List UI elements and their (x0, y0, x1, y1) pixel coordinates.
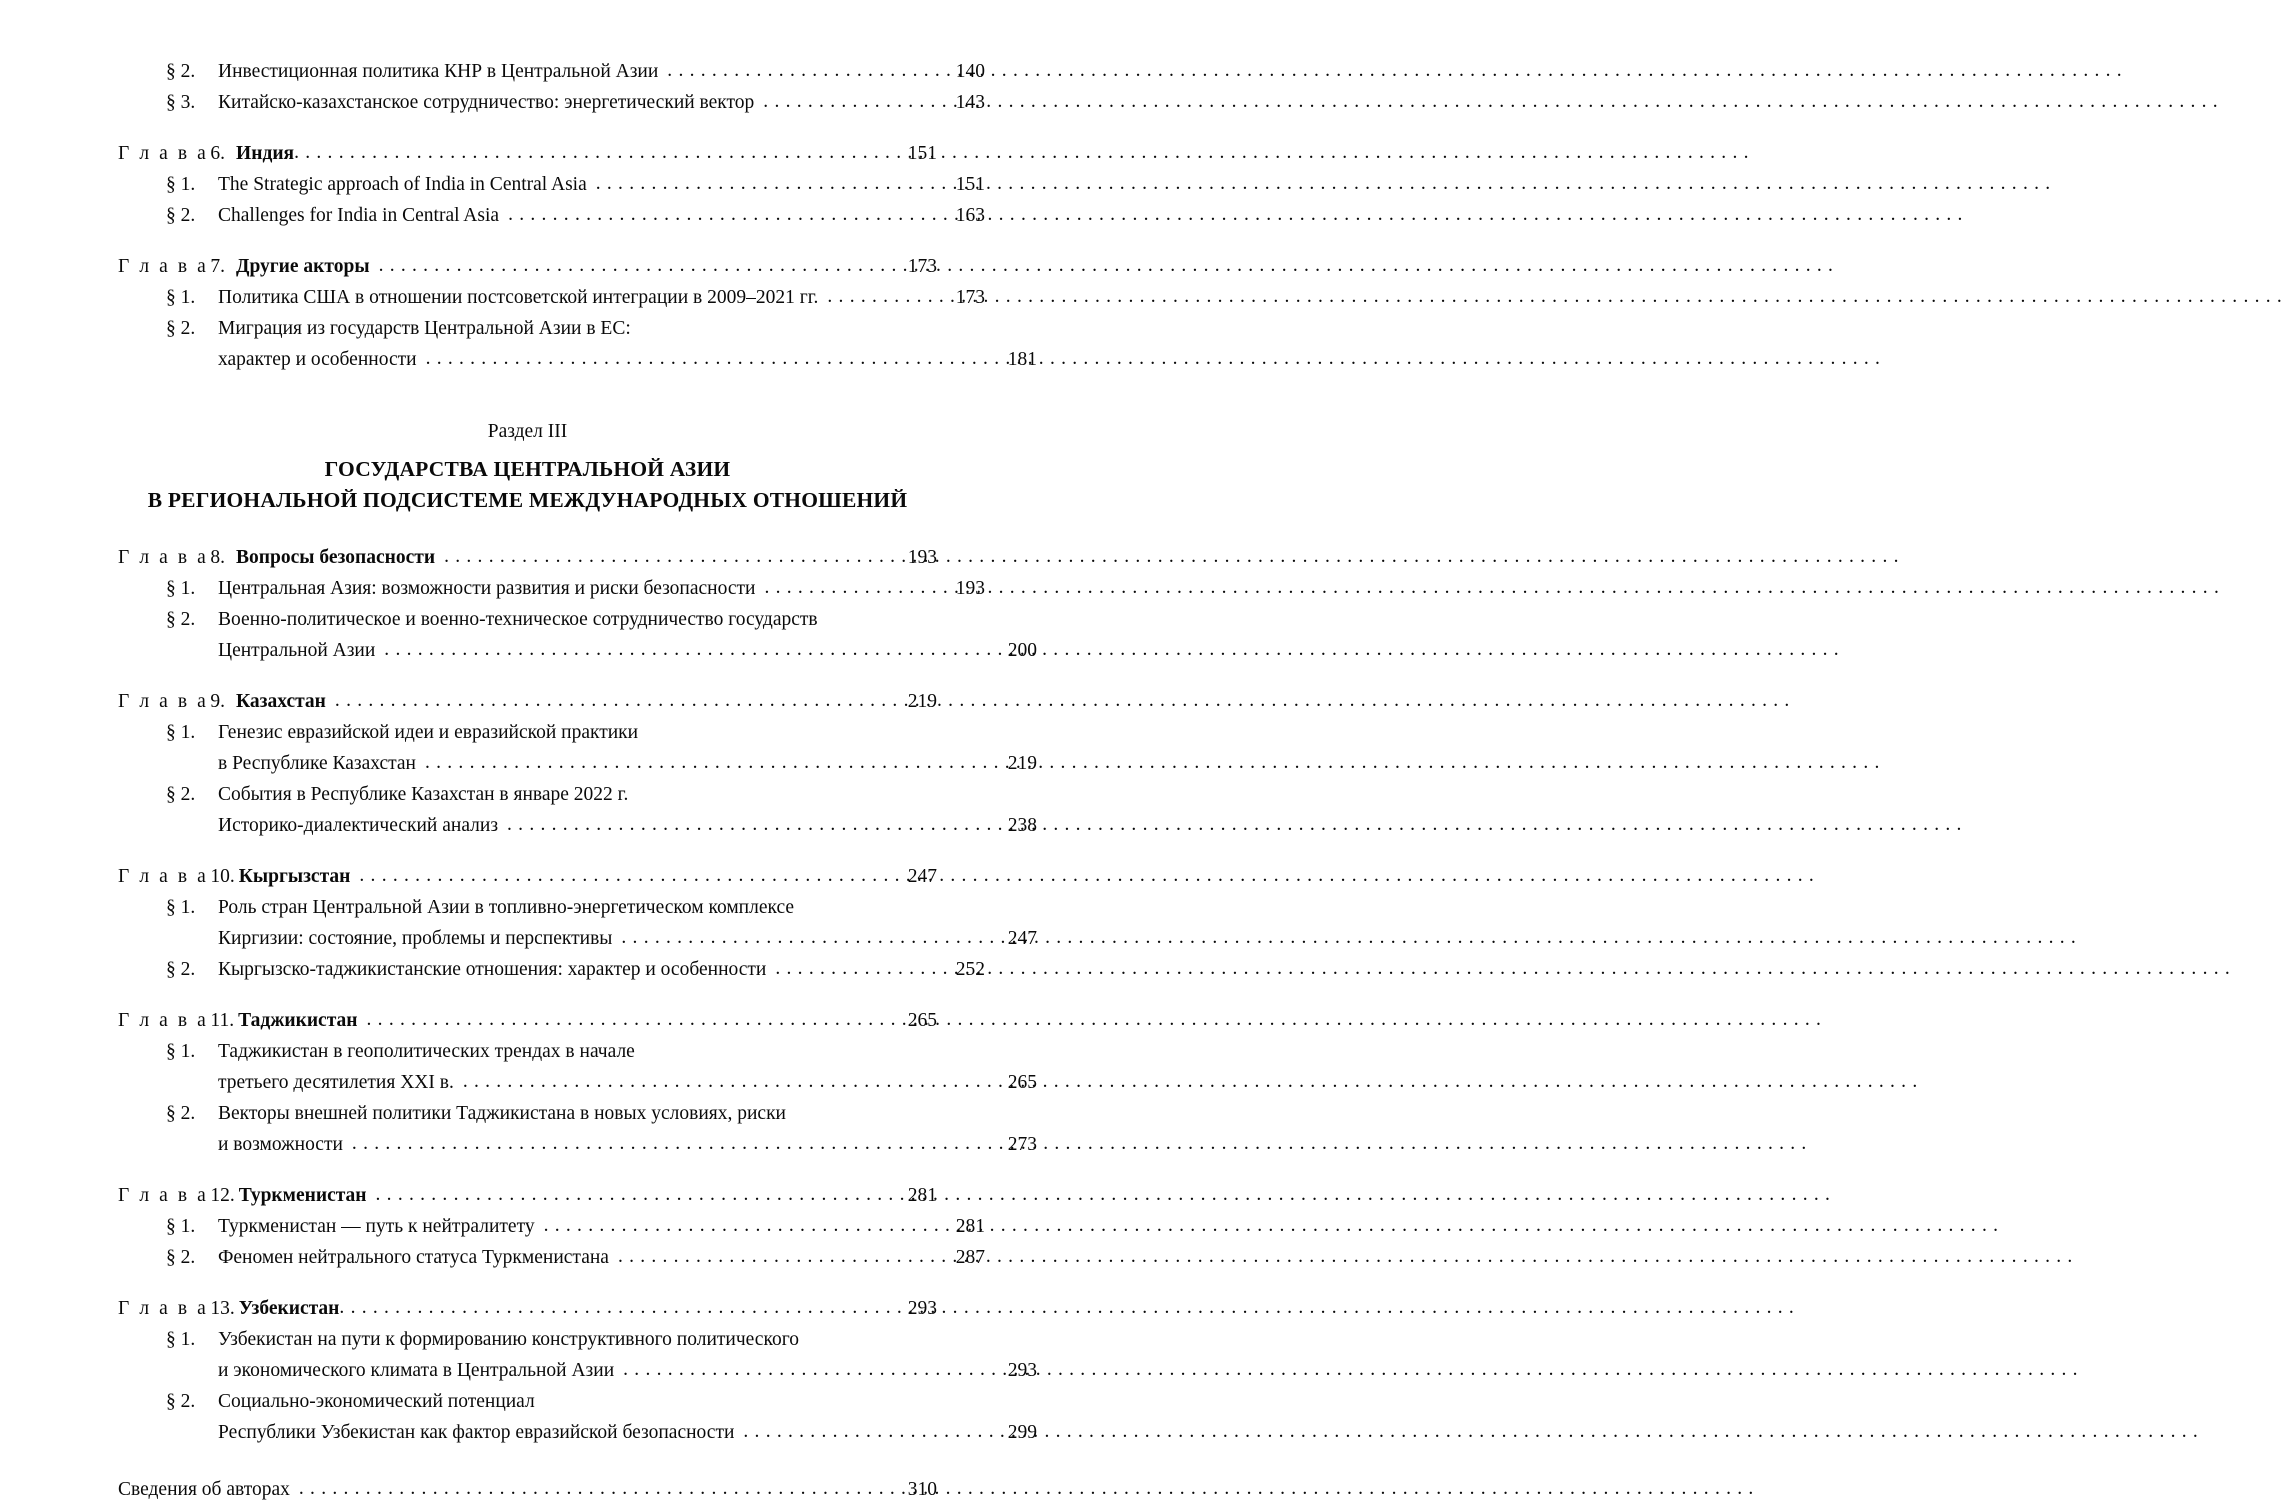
toc-entry-section-continuation[interactable] (118, 1417, 1037, 1448)
page-number: 287 (955, 1247, 985, 1268)
leader-dots (637, 780, 978, 800)
section-title: Кыргызско-таджикистанские отношения: характер и особенности (218, 959, 767, 980)
section-number: § 3. (166, 92, 196, 113)
leader-dots (623, 1360, 992, 1380)
toc-entry-section[interactable] (118, 892, 985, 923)
toc-entry-chapter-13[interactable] (118, 1293, 937, 1324)
page-number: 273 (1007, 1134, 1037, 1155)
page-number: 163 (955, 205, 985, 226)
page-number: 265 (1007, 1072, 1037, 1093)
section-title: Миграция из государств Центральной Азии в ЕС: (218, 318, 631, 339)
page-number: 293 (1007, 1360, 1037, 1381)
part-title (118, 454, 937, 516)
leader-dots (621, 928, 992, 948)
page-number: 173 (955, 287, 985, 308)
section-number: § 1. (166, 287, 196, 308)
chapter-number: 11. (210, 1010, 235, 1031)
chapter-word: Г л а в а (118, 1185, 209, 1206)
leader-dots (508, 205, 940, 225)
chapter-title: Туркменистан (238, 1185, 367, 1206)
leader-dots (596, 174, 940, 194)
chapter-title: Узбекистан (238, 1298, 340, 1319)
toc-entry-section-continuation[interactable] (118, 1355, 1037, 1386)
page-number: 219 (907, 691, 937, 712)
leader-dots (507, 815, 992, 835)
page-number: 281 (907, 1185, 937, 1206)
page-number: 151 (955, 174, 985, 195)
page-number: 219 (1007, 753, 1037, 774)
toc-entry-chapter-9[interactable] (118, 686, 937, 717)
section-title: Туркменистан — путь к нейтралитету (218, 1216, 535, 1237)
toc-entry-section-continuation[interactable] (118, 635, 1037, 666)
toc-entry-section-continuation[interactable] (118, 748, 1037, 779)
section-number: § 2. (166, 1103, 196, 1124)
section-title: Социально-экономический потенциал (218, 1391, 535, 1412)
toc-entry-chapter-11[interactable] (118, 1005, 937, 1036)
section-title: Challenges for India in Central Asia (218, 205, 500, 226)
toc-entry-section-continuation[interactable] (118, 1129, 1037, 1160)
leader-dots (763, 92, 940, 112)
section-title: Феномен нейтрального статуса Туркменистана (218, 1247, 609, 1268)
backmatter-title: Сведения об авторах (118, 1479, 290, 1500)
leader-dots (544, 1216, 940, 1236)
page-number: 140 (955, 61, 985, 82)
section-title: The Strategic approach of India in Central Asia (218, 174, 587, 195)
toc-group-chapter-12 (118, 1180, 985, 1273)
section-number: § 2. (166, 1247, 196, 1268)
leader-dots (618, 1247, 940, 1267)
section-title: События в Республике Казахстан в январе 2022 г. (218, 784, 629, 805)
section-number: § 2. (166, 784, 196, 805)
section-number: § 1. (166, 174, 196, 195)
leader-dots (425, 753, 992, 773)
page-number: 238 (1007, 815, 1037, 836)
leader-dots (426, 349, 992, 369)
chapter-title: Кыргызстан (238, 866, 351, 887)
leader-dots (384, 640, 992, 660)
toc-entry-chapter-10[interactable] (118, 861, 937, 892)
section-title: Роль стран Центральной Азии в топливно-энергетическом комплексе (218, 897, 795, 918)
toc-page (0, 0, 1037, 1500)
page-number: 310 (907, 1479, 937, 1500)
chapter-word: Г л а в а (118, 547, 209, 568)
section-number: § 2. (166, 609, 196, 630)
toc-entry-section[interactable] (118, 573, 985, 604)
toc-entry-section[interactable] (118, 779, 985, 810)
chapter-number: 12. (210, 1185, 235, 1206)
toc-group-chapter-10 (118, 861, 1037, 985)
page-number: 193 (907, 547, 937, 568)
leader-dots (803, 893, 978, 913)
toc-entry-section[interactable] (118, 56, 985, 87)
chapter-word: Г л а в а (118, 1298, 209, 1319)
toc-entry-section[interactable] (118, 717, 985, 748)
section-number: § 2. (166, 1391, 196, 1412)
toc-entry-section[interactable] (118, 1098, 985, 1129)
section-title-continued: в Республике Казахстан (218, 753, 416, 774)
section-title-continued: и возможности (218, 1134, 343, 1155)
toc-group-chapter-6 (118, 138, 985, 231)
toc-entry-chapter-12[interactable] (118, 1180, 937, 1211)
toc-entry-chapter-8[interactable] (118, 542, 937, 573)
page-number: 247 (907, 866, 937, 887)
section-number: § 1. (166, 1329, 196, 1350)
part-heading-block (118, 417, 937, 516)
page-number: 299 (1007, 1422, 1037, 1443)
section-title: Узбекистан на пути к формированию конструктивного политического (218, 1329, 799, 1350)
section-number: § 1. (166, 897, 196, 918)
section-number: § 2. (166, 318, 196, 339)
toc-group-chapter-8 (118, 542, 1037, 666)
section-title-continued: характер и особенности (218, 349, 417, 370)
toc-entry-section-continuation[interactable] (118, 344, 1037, 375)
leader-dots (335, 691, 892, 711)
leader-dots (743, 1422, 992, 1442)
page-number: 200 (1007, 640, 1037, 661)
section-title-continued: Центральной Азии (218, 640, 376, 661)
page-number: 247 (1007, 928, 1037, 949)
chapter-word: Г л а в а (118, 866, 209, 887)
leader-dots (376, 1185, 892, 1205)
chapter-number: 9. (210, 691, 226, 712)
part-label: Раздел III (487, 421, 568, 442)
toc-entry-section[interactable] (118, 604, 985, 635)
toc-entry-section[interactable] (118, 200, 985, 231)
page-number: 252 (955, 959, 985, 980)
chapter-number: 7. (210, 256, 226, 277)
page-number: 173 (907, 256, 937, 277)
toc-entry-section[interactable] (118, 1242, 985, 1273)
toc-entry-section[interactable] (118, 954, 985, 985)
toc-entry-chapter-7[interactable] (118, 251, 937, 282)
section-title-continued: Республики Узбекистан как фактор евразийской безопасности (218, 1422, 735, 1443)
section-title: Военно-политическое и военно-техническое сотрудничество государств (218, 609, 818, 630)
section-title: Генезис евразийской идеи и евразийской практики (218, 722, 639, 743)
leader-dots (640, 314, 978, 334)
toc-entry-section[interactable] (118, 169, 985, 200)
leader-dots (808, 1325, 978, 1345)
section-title-continued: Историко-диалектический анализ (218, 815, 499, 836)
chapter-word: Г л а в а (118, 143, 209, 164)
part-title-line-1: ГОСУДАРСТВА ЦЕНТРАЛЬНОЙ АЗИИ (324, 457, 731, 481)
leader-dots (827, 605, 978, 625)
leader-dots (299, 1479, 892, 1499)
leader-dots (827, 287, 940, 307)
leader-dots (379, 256, 892, 276)
leader-dots (544, 1387, 978, 1407)
chapter-title: Таджикистан (238, 1010, 358, 1031)
section-number: § 2. (166, 959, 196, 980)
section-title-continued: Киргизии: состояние, проблемы и перспективы (218, 928, 613, 949)
section-title: Политика США в отношении постсоветской интеграции в 2009–2021 гг. (218, 287, 819, 308)
toc-entry-section[interactable] (118, 1211, 985, 1242)
chapter-word: Г л а в а (118, 1010, 209, 1031)
section-title-continued: третьего десятилетия XXI в. (218, 1072, 454, 1093)
chapter-number: 13. (210, 1298, 235, 1319)
chapter-title: Вопросы безопасности (236, 547, 436, 568)
leader-dots (367, 1010, 892, 1030)
section-number: § 1. (166, 1041, 196, 1062)
page-number: 293 (907, 1298, 937, 1319)
page-number: 193 (955, 578, 985, 599)
section-title: Таджикистан в геополитических трендах в начале (218, 1041, 635, 1062)
toc-entry-backmatter[interactable] (118, 1474, 937, 1505)
toc-entry-section[interactable] (118, 87, 985, 118)
chapter-word: Г л а в а (118, 256, 209, 277)
chapter-number: 8. (210, 547, 226, 568)
section-number: § 1. (166, 578, 196, 599)
chapter-title: Другие акторы (236, 256, 370, 277)
chapter-title: Казахстан (236, 691, 326, 712)
chapter-word: Г л а в а (118, 691, 209, 712)
toc-entry-section[interactable] (118, 1386, 985, 1417)
leader-dots (764, 578, 940, 598)
page-number: 151 (907, 143, 937, 164)
toc-entry-section-continuation[interactable] (118, 810, 1037, 841)
leader-dots (294, 143, 892, 163)
page-number: 143 (955, 92, 985, 113)
toc-entry-section-continuation[interactable] (118, 1067, 1037, 1098)
toc-entry-section-continuation[interactable] (118, 923, 1037, 954)
toc-group-top-sections (118, 56, 985, 118)
toc-group-chapter-13 (118, 1293, 1037, 1448)
page-number: 281 (955, 1216, 985, 1237)
leader-dots (775, 959, 940, 979)
part-title-line-2: В РЕГИОНАЛЬНОЙ ПОДСИСТЕМЕ МЕЖДУНАРОДНЫХ ОТНОШЕНИЙ (147, 488, 908, 512)
section-number: § 2. (166, 205, 196, 226)
chapter-title: Индия (236, 143, 295, 164)
leader-dots (339, 1298, 892, 1318)
section-title: Китайско-казахстанское сотрудничество: энергетический вектор (218, 92, 755, 113)
section-title: Инвестиционная политика КНР в Центральной Азии (218, 61, 659, 82)
page-number: 181 (1007, 349, 1037, 370)
section-title: Векторы внешней политики Таджикистана в новых условиях, риски (218, 1103, 786, 1124)
chapter-number: 10. (210, 866, 235, 887)
section-number: § 1. (166, 1216, 196, 1237)
toc-entry-chapter-6[interactable] (118, 138, 937, 169)
toc-entry-section[interactable] (118, 313, 985, 344)
leader-dots (644, 1037, 978, 1057)
toc-entry-section[interactable] (118, 282, 985, 313)
toc-entry-section[interactable] (118, 1036, 985, 1067)
toc-group-chapter-11 (118, 1005, 1037, 1160)
toc-group-chapter-9 (118, 686, 1037, 841)
section-number: § 2. (166, 61, 196, 82)
toc-entry-section[interactable] (118, 1324, 985, 1355)
leader-dots (463, 1072, 992, 1092)
section-title: Центральная Азия: возможности развития и риски безопасности (218, 578, 756, 599)
chapter-number: 6. (210, 143, 226, 164)
leader-dots (795, 1099, 978, 1119)
toc-group-chapter-7 (118, 251, 1037, 375)
section-title-continued: и экономического климата в Центральной Азии (218, 1360, 615, 1381)
leader-dots (359, 866, 892, 886)
leader-dots (352, 1134, 992, 1154)
leader-dots (667, 61, 940, 81)
section-number: § 1. (166, 722, 196, 743)
leader-dots (444, 547, 892, 567)
page-number: 265 (907, 1010, 937, 1031)
leader-dots (647, 718, 978, 738)
